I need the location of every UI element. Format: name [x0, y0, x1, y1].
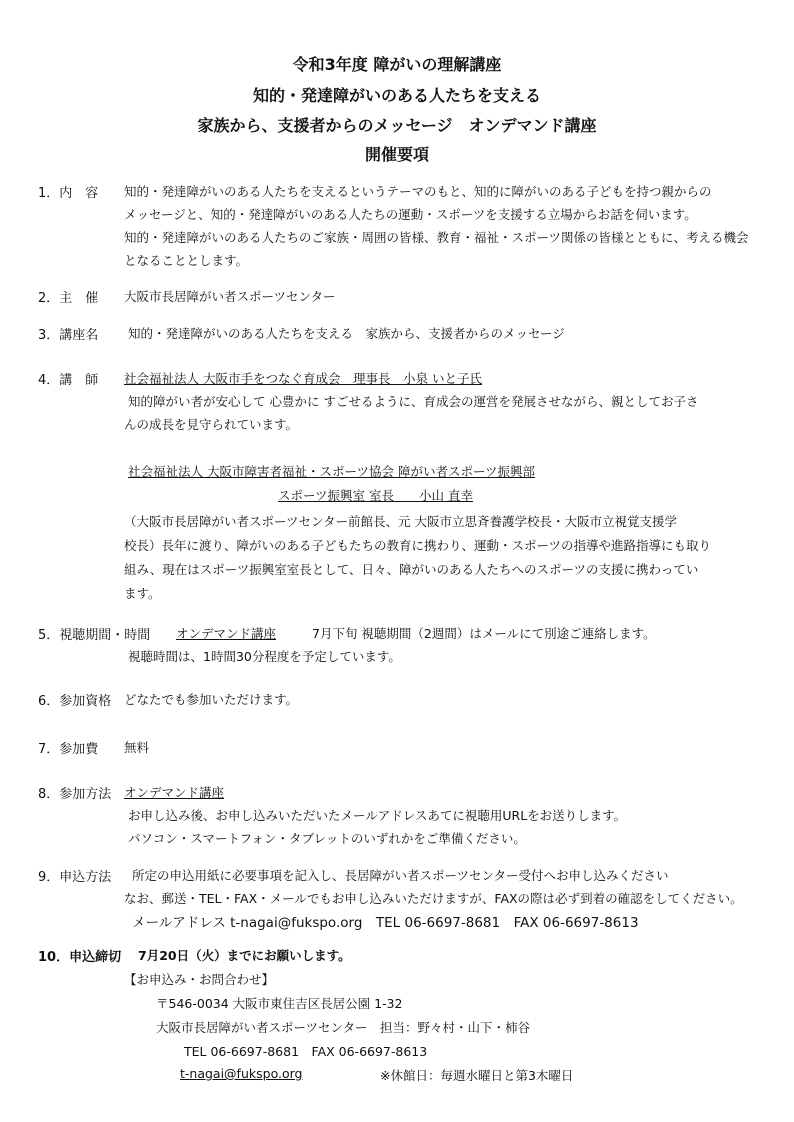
speaker-2-name: スポーツ振興室 室長 小山 直幸	[278, 488, 473, 503]
section-8-line: お申し込み後、お申し込みいただいたメールアドレスあてに視聴用URLをお送りします。	[128, 808, 627, 823]
section-6-text: どなたでも参加いただけます。	[124, 692, 299, 707]
speaker-1-desc: 知的障がい者が安心して 心豊かに すごせるように、育成会の運営を発展させながら、親としてお子さ	[128, 394, 699, 409]
section-1-line: となることとします。	[124, 253, 249, 268]
section-1-label: 1．内 容	[38, 186, 99, 201]
deadline-text: 7月20日（火）までにお願いします。	[138, 948, 351, 963]
speaker-1-desc: んの成長を見守られています。	[124, 417, 299, 432]
inquiry-address: 〒546-0034 大阪市東住吉区長居公園 1-32	[156, 996, 403, 1011]
section-9-line: 所定の申込用紙に必要事項を記入し、長居障がい者スポーツセンター受付へお申し込みください	[132, 868, 669, 883]
inquiry-email-link[interactable]: t-nagai@fukspo.org	[180, 1066, 303, 1081]
section-6-label: 6．参加資格	[38, 694, 112, 709]
section-1-line: 知的・発達障がいのある人たちを支えるというテーマのもと、知的に障がいのある子どもを持つ親からの	[124, 184, 712, 199]
section-1-line: 知的・発達障がいのある人たちのご家族・周囲の皆様、教育・福祉・スポーツ関係の皆様とともに、考える機会	[124, 230, 749, 245]
section-8-label: 8．参加方法	[38, 787, 112, 802]
inquiry-telfax: TEL 06-6697-8681 FAX 06-6697-8613	[184, 1044, 428, 1059]
title-line-4: 開催要項	[364, 145, 429, 164]
section-3-text: 知的・発達障がいのある人たちを支える 家族から、支援者からのメッセージ	[128, 326, 565, 341]
speaker-1-name: 社会福祉法人 大阪市手をつなぐ育成会 理事長 小泉 いと子氏	[124, 371, 482, 386]
section-5-mode: オンデマンド講座	[176, 626, 277, 641]
section-2-label: 2．主 催	[38, 291, 99, 306]
speaker-2-desc: （大阪市長居障がい者スポーツセンター前館長、元 大阪市立思斉養護学校長・大阪市立視覚支援学	[124, 514, 677, 529]
section-7-text: 無料	[124, 740, 150, 755]
section-2-text: 大阪市長居障がい者スポーツセンター	[124, 289, 336, 304]
section-9-line: なお、郵送・TEL・FAX・メールでもお申し込みいただけますが、FAXの際は必ず到着の確認をしてください。	[124, 891, 743, 906]
section-7-label: 7．参加費	[38, 742, 99, 757]
section-1-line: メッセージと、知的・発達障がいのある人たちの運動・スポーツを支援する立場からお話を伺います。	[124, 207, 697, 222]
inquiry-title: 【お申込み・お問合わせ】	[124, 972, 275, 987]
section-9-contact: メールアドレス t-nagai@fukspo.org TEL 06-6697-8681 FAX 06-6697-8613	[132, 915, 639, 931]
section-4-label: 4．講 師	[38, 373, 99, 388]
section-8-mode: オンデマンド講座	[124, 785, 225, 800]
title-line-2: 知的・発達障がいのある人たちを支える	[252, 86, 541, 105]
speaker-2-desc: 組み、現在はスポーツ振興室室長として、日々、障がいのある人たちへのスポーツの支援に携わってい	[124, 562, 699, 577]
section-10-label: 10．申込締切	[38, 950, 122, 965]
section-5-duration: 視聴時間は、1時間30分程度を予定しています。	[128, 649, 401, 664]
section-9-label: 9．申込方法	[38, 870, 112, 885]
speaker-2-desc: ます。	[124, 586, 161, 601]
title-line-3: 家族から、支援者からのメッセージ オンデマンド講座	[197, 116, 597, 135]
section-5-label: 5．視聴期間・時間	[38, 628, 151, 643]
section-8-line: パソコン・スマートフォン・タブレットのいずれかをご準備ください。	[128, 831, 526, 846]
speaker-2-desc: 校長）長年に渡り、障がいのある子どもたちの教育に携わり、運動・スポーツの指導や進路指導にも取り	[124, 538, 712, 553]
inquiry-org: 大阪市長居障がい者スポーツセンター 担当：野々村・山下・柿谷	[156, 1020, 531, 1035]
closed-days-note: ※休館日：毎週水曜日と第3木曜日	[380, 1068, 574, 1083]
section-3-label: 3．講座名	[38, 328, 99, 343]
section-5-period: 7月下旬 視聴期間（2週間）はメールにて別途ご連絡します。	[312, 626, 656, 641]
title-line-1: 令和3年度 障がいの理解講座	[292, 55, 502, 74]
speaker-2-org: 社会福祉法人 大阪市障害者福祉・スポーツ協会 障がい者スポーツ振興部	[128, 464, 535, 479]
